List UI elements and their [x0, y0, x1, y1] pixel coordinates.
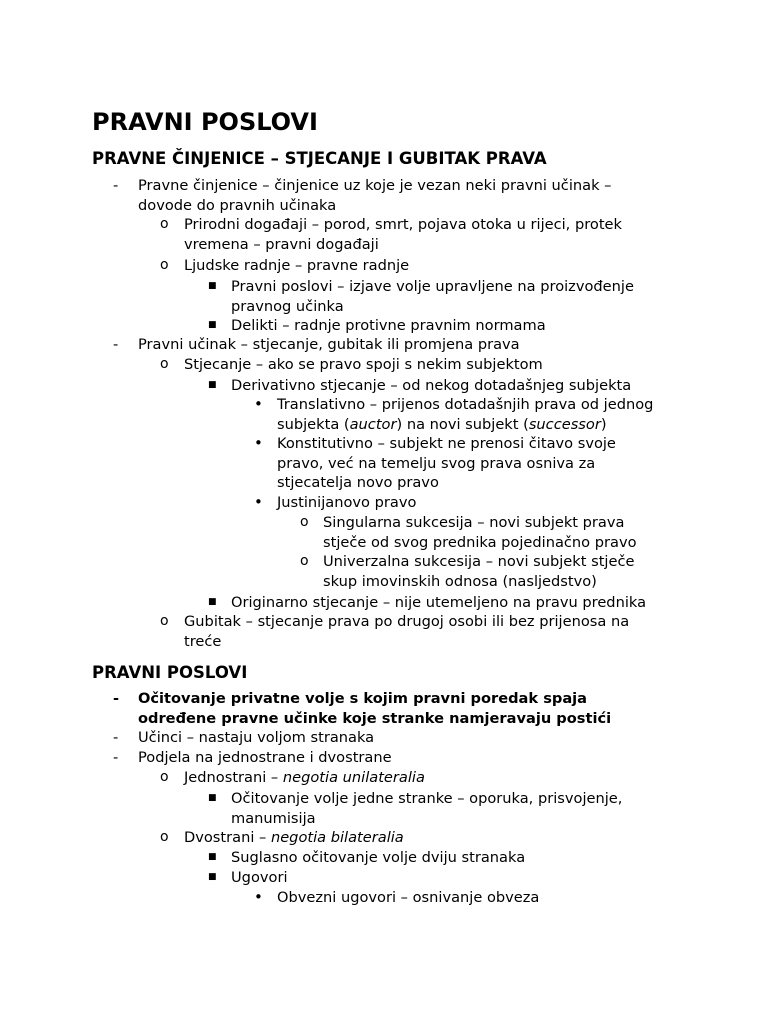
list-item-text: Translativno – prijenos dotadašnjih prava od jednog [277, 396, 654, 413]
list-item-text: Učinci – nastaju voljom stranaka [138, 729, 375, 746]
list-item-text: stjecatelja novo pravo [277, 474, 439, 491]
list-marker-dot: • [254, 493, 263, 511]
list-item-text: pravnog učinka [231, 297, 344, 315]
list-marker-circle: o [160, 356, 169, 372]
list-marker-square: ■ [208, 597, 217, 607]
list-marker-square: ■ [208, 793, 217, 803]
list-item-text: Pravni poslovi – izjave volje upravljene na proizvođenje [231, 278, 634, 295]
list-marker-circle: o [160, 829, 169, 845]
list-marker-dot: • [254, 888, 263, 906]
list-item-text: Singularna sukcesija – novi subjekt prava [323, 514, 625, 531]
list-item-text: Gubitak – stjecanje prava po drugoj osobi ili bez prijenosa na [184, 613, 630, 630]
document-title: PRAVNI POSLOVI [92, 108, 318, 136]
list-marker-circle: o [160, 216, 169, 232]
list-marker-circle: o [160, 257, 169, 273]
list-item-text-mixed [184, 768, 425, 788]
section-heading-pravne-cinjenice: PRAVNE ČINJENICE – STJECANJE I GUBITAK PRAVA [92, 149, 547, 168]
italic-term-auctor: auctor [349, 415, 397, 433]
list-marker-circle: o [160, 769, 169, 785]
list-marker-dash: - [113, 729, 119, 746]
list-item-text: Obvezni ugovori – osnivanje obveza [277, 889, 540, 906]
list-item-text: Ljudske radnje – pravne radnje [184, 257, 410, 274]
text-run: ) [600, 415, 607, 433]
list-item-text: Prirodni događaji – porod, smrt, pojava otoka u rijeci, protek [184, 216, 622, 233]
list-item-text: pravo, već na temelju svog prava osniva za [277, 454, 596, 472]
list-item-text-mixed [277, 415, 607, 435]
list-item-text: Originarno stjecanje – nije utemeljeno na pravu prednika [231, 594, 647, 611]
list-item-text: Očitovanje volje jedne stranke – oporuka, prisvojenje, [231, 790, 623, 807]
list-item-text: Pravne činjenice – činjenice uz koje je vezan neki pravni učinak – [138, 177, 612, 194]
italic-term: negotia bilateralia [270, 829, 404, 846]
list-marker-square: ■ [208, 380, 217, 390]
list-item-text: Univerzalna sukcesija – novi subjekt stječe [323, 553, 635, 570]
list-marker-circle: o [160, 613, 169, 629]
text-run: Jednostrani – [184, 769, 283, 786]
list-item-text: Pravni učinak – stjecanje, gubitak ili promjena prava [138, 336, 520, 353]
list-item-text: Stjecanje – ako se pravo spoji s nekim subjektom [184, 356, 543, 373]
italic-term-successor: successor [528, 415, 601, 433]
list-item-text: Suglasno očitovanje volje dviju stranaka [231, 849, 526, 866]
list-marker-square: ■ [208, 281, 217, 291]
list-item-text: manumisija [231, 809, 316, 827]
text-run: subjekta ( [277, 415, 350, 433]
list-item-text: Derivativno stjecanje – od nekog dotadašnjeg subjekta [231, 377, 632, 394]
list-item-text: treće [184, 632, 222, 650]
list-marker-dot: • [254, 434, 263, 452]
text-run: ) na novi subjekt ( [396, 415, 529, 433]
list-item-text: stječe od svog prednika pojedinačno pravo [323, 533, 637, 551]
list-item-text-mixed [184, 828, 404, 848]
list-marker-dot: • [254, 395, 263, 413]
list-marker-square: ■ [208, 872, 217, 882]
list-marker-square: ■ [208, 852, 217, 862]
list-item-text: dovode do pravnih učinaka [138, 196, 337, 214]
list-item-text: Podjela na jednostrane i dvostrane [138, 749, 392, 766]
section-heading-pravni-poslovi: PRAVNI POSLOVI [92, 663, 248, 682]
list-item-text: Ugovori [231, 869, 288, 886]
list-marker-dash: - [113, 336, 119, 353]
list-item-text: Justinijanovo pravo [277, 494, 417, 511]
list-item-text: Konstitutivno – subjekt ne prenosi čitavo svoje [277, 435, 616, 452]
list-marker-dash: - [113, 177, 119, 194]
list-item-text-bold: Očitovanje privatne volje s kojim pravni poredak spaja [138, 690, 588, 707]
list-marker-dash: - [113, 749, 119, 766]
list-item-text-bold: određene pravne učinke koje stranke namjeravaju postići [138, 709, 612, 727]
list-marker-square: ■ [208, 320, 217, 330]
text-run: Dvostrani – [184, 829, 271, 846]
list-item-text: skup imovinskih odnosa (nasljedstvo) [323, 572, 597, 590]
list-marker-dash: - [113, 690, 120, 707]
italic-term: negotia unilateralia [282, 769, 425, 786]
list-item-text: vremena – pravni događaji [184, 235, 379, 253]
list-marker-circle: o [300, 514, 309, 530]
list-marker-circle: o [300, 553, 309, 569]
list-item-text: Delikti – radnje protivne pravnim normama [231, 317, 546, 334]
